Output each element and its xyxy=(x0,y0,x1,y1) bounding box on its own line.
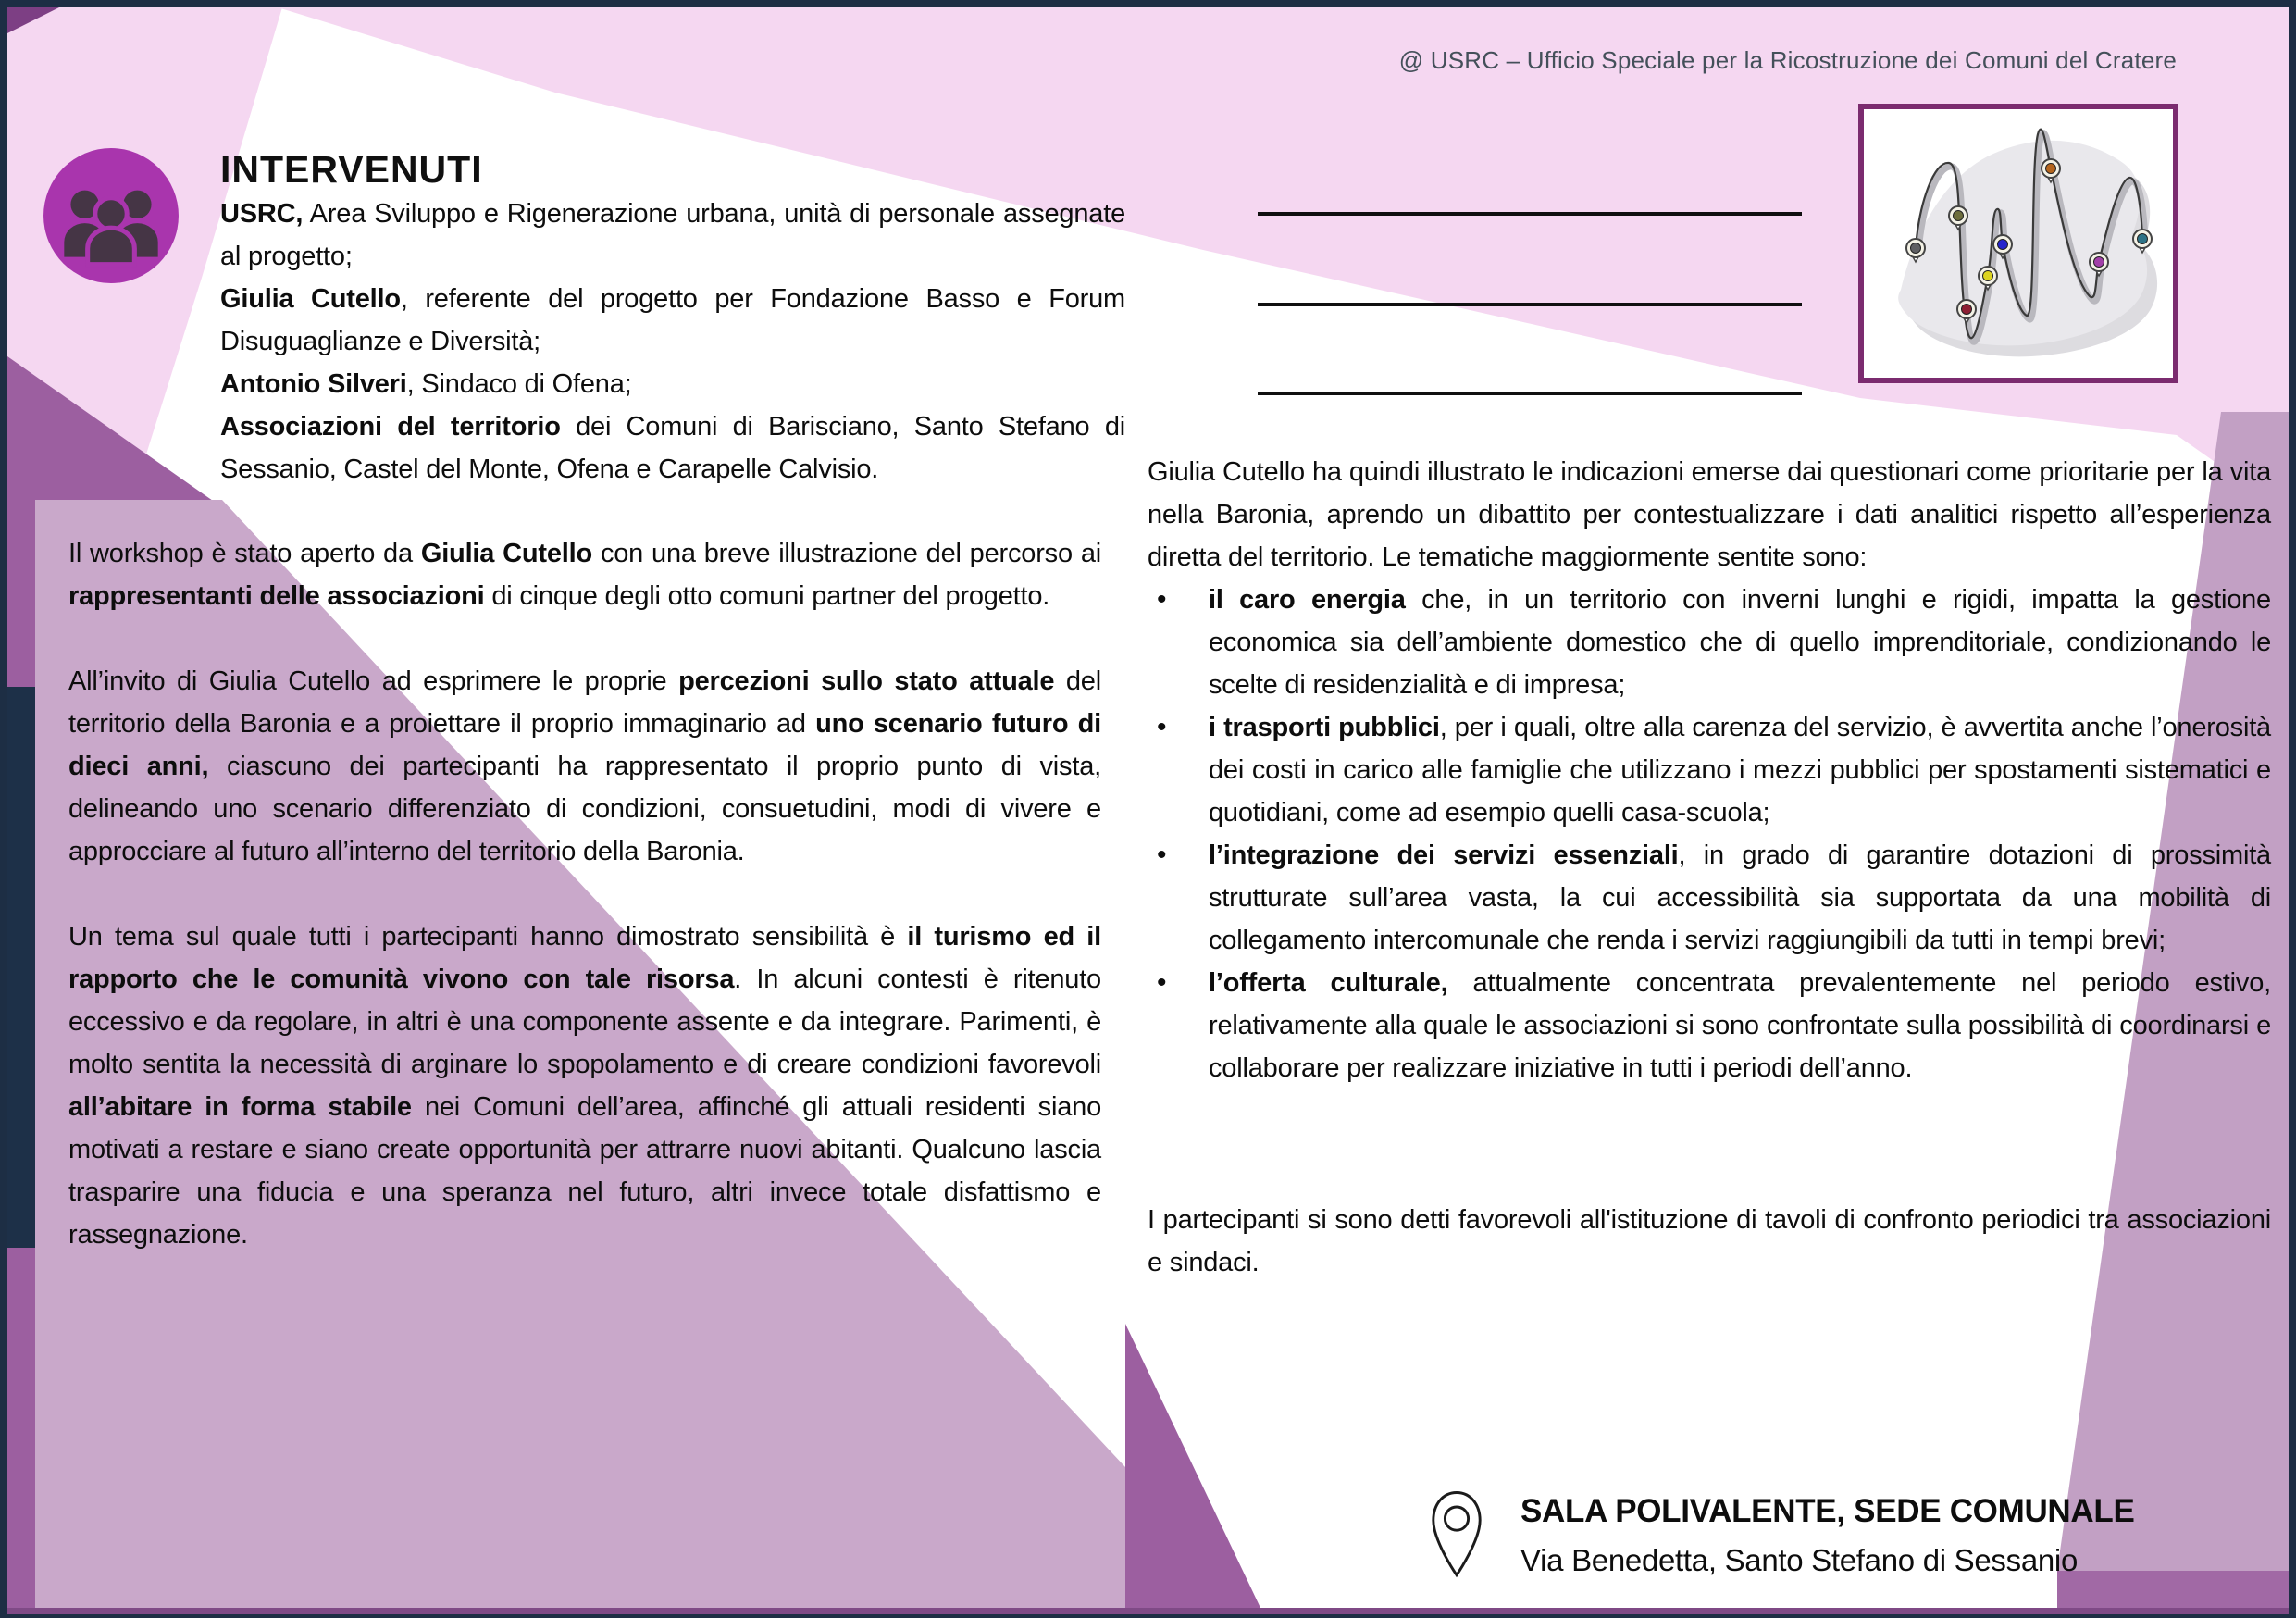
location-block xyxy=(1428,1486,2135,1590)
territory-map-image xyxy=(1858,104,2178,383)
location-venue: SALA POLIVALENTE, SEDE COMUNALE xyxy=(1520,1493,2135,1529)
section-title-intervenuti: INTERVENUTI xyxy=(220,148,483,191)
right-column xyxy=(1148,451,2271,1284)
blank-rule-line-1 xyxy=(1258,212,1802,216)
paragraph: Giulia Cutello ha quindi illustrato le indicazioni emerse dai questionari come prioritarie per la vita nella Baronia, aprendo un dibattito per contestualizzare i dati analitici rispetto all’esperienza diretta del territorio. Le tematiche maggiormente sentite sono: xyxy=(1148,457,2271,572)
paragraph: All’invito di Giulia Cutello ad esprimere le proprie percezioni sullo stato attuale del territorio della Baronia e a proiettare il proprio immaginario ad uno scenario futuro di dieci anni, ciascuno dei partecipanti ha rappresentato il proprio punto di vista, delineando uno scenario differenziato di condizioni, consuetudini, modi di vivere e approcciare al futuro all’interno del territorio della Baronia. xyxy=(68,666,1101,866)
list-item: • l’integrazione dei servizi essenziali, in grado di garantire dotazioni di prossimità strutturate sull’area vasta, la cui accessibilità sia supportata da una mobilità di collegamento intercomunale che renda i servizi raggiungibili da tutti in tempi brevi; xyxy=(1148,834,2271,962)
paragraph: Un tema sul quale tutti i partecipanti hanno dimostrato sensibilità è il turismo ed il rapporto che le comunità vivono con tale risorsa. In alcuni contesti è ritenuto eccessivo e da regolare, in altri è una componente assente e da integrare. Parimenti, è molto sentita la necessità di arginare lo spopolamento e di creare condizioni favorevoli all’abitare in forma stabile nei Comuni dell’area, affinché gli attuali residenti siano motivati a restare e siano create opportunità per attrarre nuovi abitanti. Qualcuno lascia trasparire una fiducia e una speranza nel futuro, altri invece totale disfattismo e rassegnazione. xyxy=(68,922,1102,1250)
intervenuti-entry: Antonio Silveri, Sindaco di Ofena; xyxy=(220,369,632,399)
intervenuti-entry: USRC, Area Sviluppo e Rigenerazione urbana, unità di personale assegnate al progetto; xyxy=(220,199,1125,271)
intervenuti-entry: Associazioni del territorio dei Comuni di Barisciano, Santo Stefano di Sessanio, Castel del Monte, Ofena e Carapelle Calvisio. xyxy=(220,412,1125,484)
themes-list xyxy=(1148,579,2271,1089)
location-text xyxy=(1520,1486,2135,1578)
left-column xyxy=(68,532,1101,1256)
credit-line: @ USRC – Ufficio Speciale per la Ricostruzione dei Comuni del Cratere xyxy=(1398,46,2177,74)
blank-rule-line-3 xyxy=(1258,392,1802,395)
list-item: • il caro energia che, in un territorio con inverni lunghi e rigidi, impatta la gestione economica sia dell’ambiente domestico che di quello imprenditoriale, condizionando le scelte di residenzialità e di impresa; xyxy=(1148,579,2271,706)
people-group-icon xyxy=(42,146,180,285)
list-item: • l’offerta culturale, attualmente concentrata prevalentemente nel periodo estivo, relativamente alla quale le associazioni si sono confrontate sulla possibilità di coordinarsi e collaborare per realizzare iniziative in tutti i periodi dell’anno. xyxy=(1148,962,2271,1089)
paragraph: I partecipanti si sono detti favorevoli all'istituzione di tavoli di confronto periodici tra associazioni e sindaci. xyxy=(1148,1205,2271,1277)
intervenuti-list xyxy=(220,193,1125,491)
blank-rule-line-2 xyxy=(1258,303,1802,306)
paragraph: Il workshop è stato aperto da Giulia Cutello con una breve illustrazione del percorso ai rappresentanti delle associazioni di cinque degli otto comuni partner del progetto. xyxy=(68,539,1101,611)
location-pin-icon xyxy=(1428,1486,1485,1590)
intervenuti-entry: Giulia Cutello, referente del progetto per Fondazione Basso e Forum Disuguaglianze e Diversità; xyxy=(220,284,1125,356)
location-address: Via Benedetta, Santo Stefano di Sessanio xyxy=(1520,1543,2079,1577)
list-item: • i trasporti pubblici, per i quali, oltre alla carenza del servizio, è avvertita anche l’onerosità dei costi in carico alle famiglie che utilizzano i mezzi pubblici per spostamenti sistematici e quotidiani, come ad esempio quelli casa-scuola; xyxy=(1148,706,2271,834)
